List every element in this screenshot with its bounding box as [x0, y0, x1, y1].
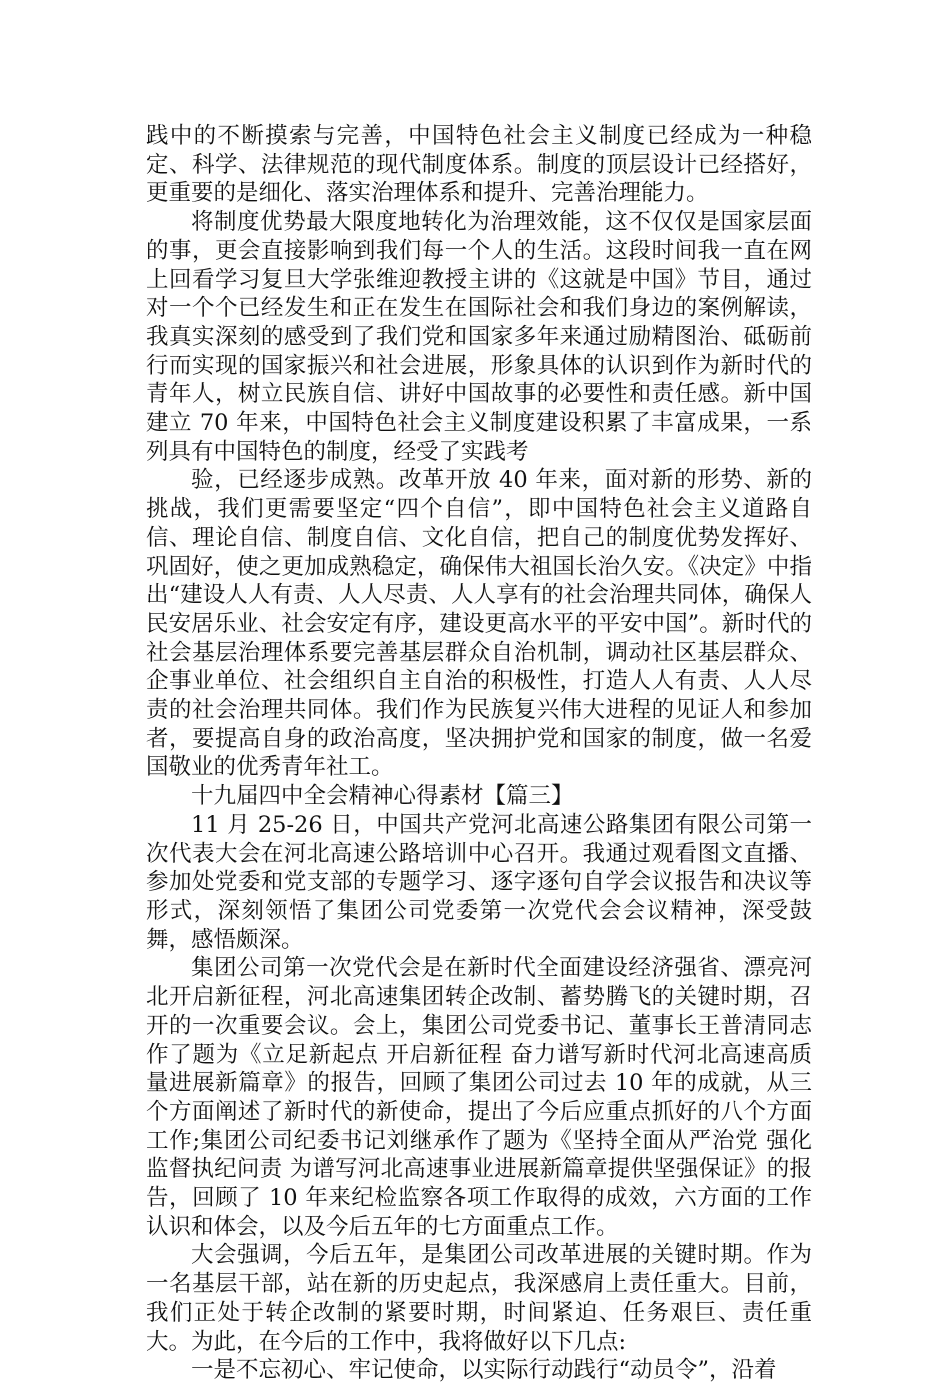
section-heading: 十九届四中全会精神心得素材【篇三】: [191, 783, 574, 810]
paragraph: 践中的不断摸索与完善，中国特色社会主义制度已经成为一种稳定、科学、法律规范的现代制度体系。制度的顶层设计已经搭好，更重要的是细化、落实治理体系和提升、完善治理能力。: [146, 123, 812, 207]
paragraph: 集团公司第一次党代会是在新时代全面建设经济强省、漂亮河北开启新征程，河北高速集团转企改制、蓄势腾飞的关键时期，召开的一次重要会议。会上，集团公司党委书记、董事长王普清同志作了题为《立足新起点 开启新征程 奋力谱写新时代河北高速高质量进展新篇章》的报告，回顾了集团公司过去 10 年的成就，从三个方面阐述了新时代的新使命，提出了今后应重点抓好的八个方面工作;集团公司纪委书记刘继承作了题为《坚持全面从严治党 强化监督执纪问责 为谱写河北高速事业进展新篇章提供坚强保证》的报告，回顾了 10 年来纪检监察各项工作取得的成效，六方面的工作认识和体会，以及今后五年的七方面重点工作。: [146, 955, 812, 1240]
document-body: [146, 122, 812, 1385]
paragraph: 将制度优势最大限度地转化为治理效能，这不仅仅是国家层面的事，更会直接影响到我们每一个人的生活。这段时间我一直在网上回看学习复旦大学张维迎教授主讲的《这就是中国》节目，通过对一个个已经发生和正在发生在国际社会和我们身边的案例解读，我真实深刻的感受到了我们党和国家多年来通过励精图治、砥砺前行而实现的国家振兴和社会进展，形象具体的认识到作为新时代的青年人，树立民族自信、讲好中国故事的必要性和责任感。新中国建立 70 年来，中国特色社会主义制度建设积累了丰富成果，一系列具有中国特色的制度，经受了实践考: [146, 209, 812, 465]
paragraph: 大会强调，今后五年，是集团公司改革进展的关键时期。作为一名基层干部，站在新的历史起点，我深感肩上责任重大。目前，我们正处于转企改制的紧要时期，时间紧迫、任务艰巨、责任重大。为此，在今后的工作中，我将做好以下几点:: [146, 1242, 812, 1355]
paragraph: 一是不忘初心、牢记使命，以实际行动践行“动员令”，沿着: [191, 1357, 777, 1384]
paragraph: 验，已经逐步成熟。改革开放 40 年来，面对新的形势、新的挑战，我们更需要坚定“四个自信”，即中国特色社会主义道路自信、理论自信、制度自信、文化自信，把自己的制度优势发挥好、巩固好，使之更加成熟稳定，确保伟大祖国长治久安。《决定》中指出“建设人人有责、人人尽责、人人享有的社会治理共同体，确保人民安居乐业、社会安定有序，建设更高水平的平安中国”。新时代的社会基层治理体系要完善基层群众自治机制，调动社区基层群众、企事业单位、社会组织自主自治的积极性，打造人人有责、人人尽责的社会治理共同体。我们作为民族复兴伟大进程的见证人和参加者，要提高自身的政治高度，坚决拥护党和国家的制度，做一名爱国敬业的优秀青年社工。: [146, 467, 812, 781]
paragraph: 11 月 25-26 日，中国共产党河北高速公路集团有限公司第一次代表大会在河北高速公路培训中心召开。我通过观看图文直播、参加处党委和党支部的专题学习、逐字逐句自学会议报告和决议等形式，深刻领悟了集团公司党委第一次党代会会议精神，深受鼓舞，感悟颇深。: [146, 811, 812, 953]
